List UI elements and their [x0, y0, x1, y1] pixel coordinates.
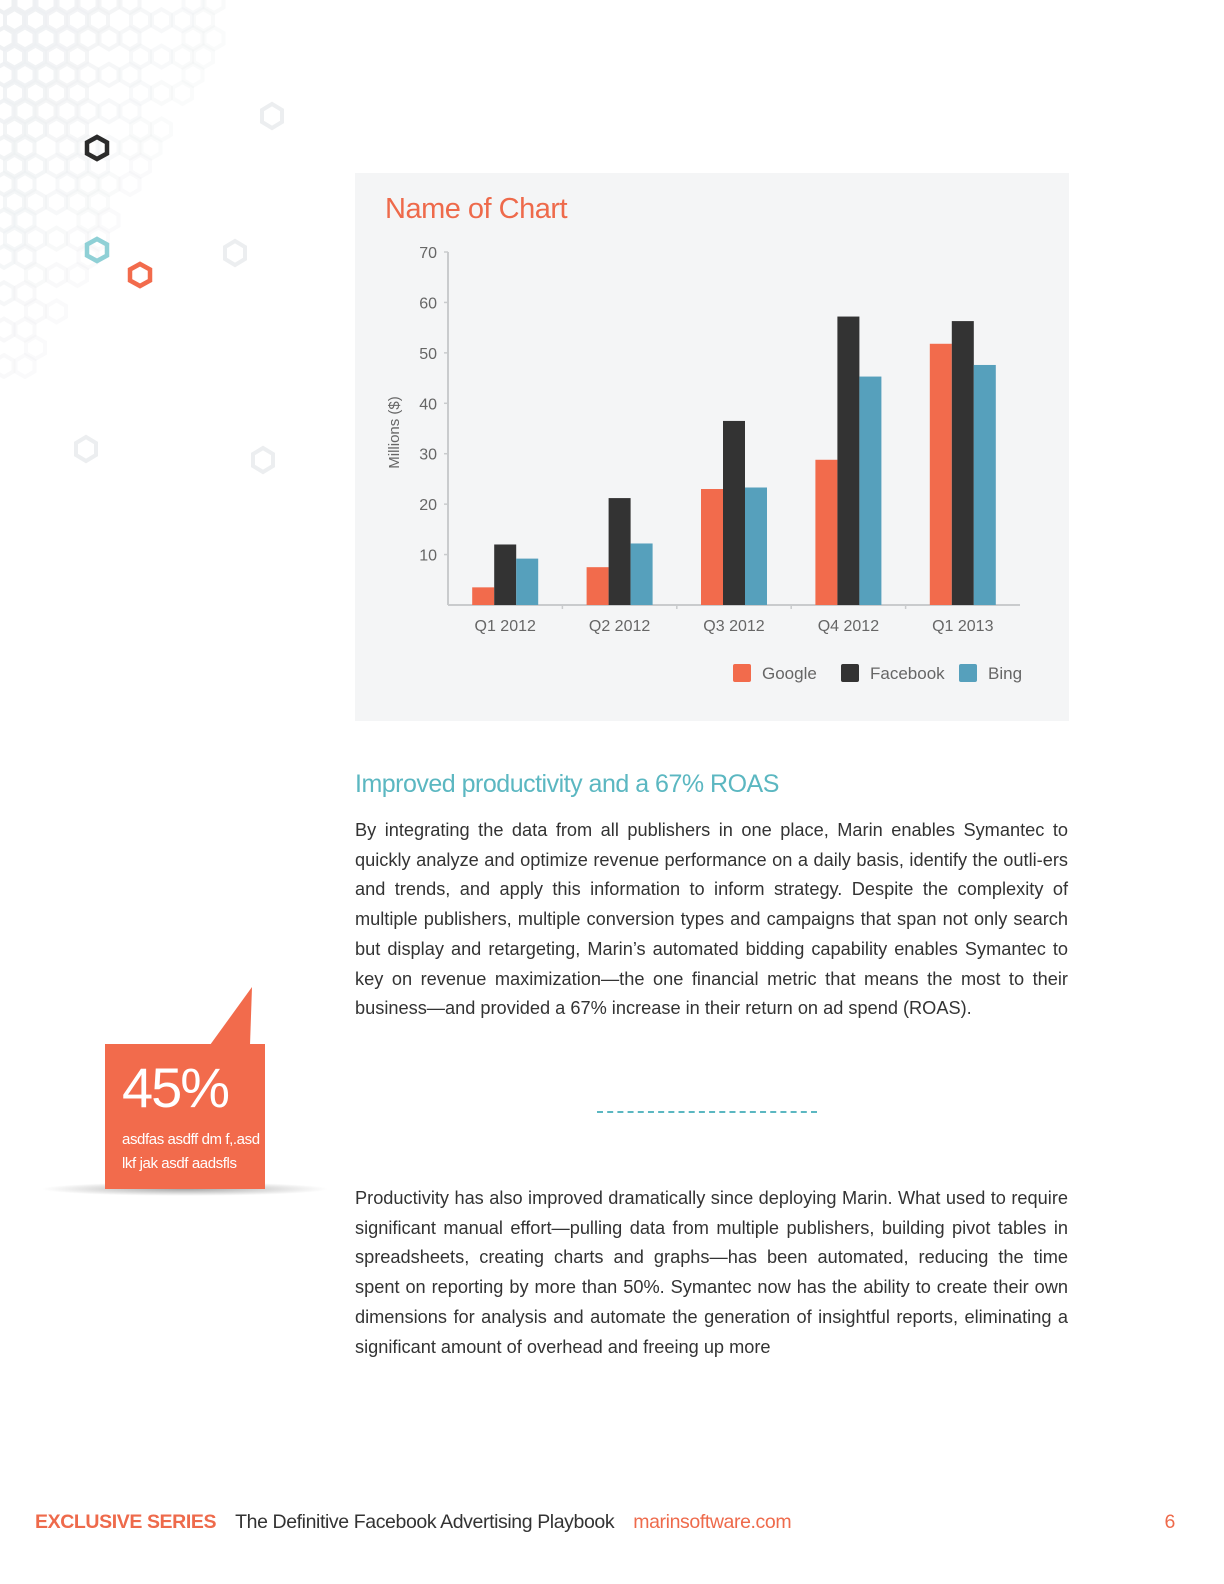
y-axis-label: Millions ($) [386, 396, 403, 469]
footer-url[interactable]: marinsoftware.com [633, 1511, 792, 1533]
bar-chart [355, 173, 1069, 721]
callout-tail [200, 987, 260, 1047]
bar-facebook [837, 317, 859, 605]
bar-google [815, 460, 837, 605]
pattern-hexagon [68, 264, 87, 286]
bar-bing [859, 377, 881, 605]
light-hexagon-icon [262, 104, 282, 128]
bar-google [472, 587, 494, 605]
bar-facebook [723, 421, 745, 605]
x-tick-label: Q4 2012 [817, 618, 880, 635]
y-tick-label: 30 [419, 446, 437, 464]
legend-label-facebook: Facebook [870, 664, 945, 683]
legend-swatch-google [733, 664, 751, 682]
bar-bing [745, 488, 767, 605]
bar-bing [974, 365, 996, 605]
y-tick-label: 60 [419, 295, 437, 313]
pattern-hexagon [47, 191, 66, 213]
pattern-hexagon [152, 46, 171, 68]
pattern-hexagon [152, 9, 171, 31]
y-tick-label: 10 [419, 547, 437, 565]
legend-swatch-bing [959, 664, 977, 682]
light-hexagon-icon [225, 241, 245, 265]
pattern-hexagon [0, 355, 14, 377]
pattern-hexagon [47, 264, 66, 286]
bar-google [930, 344, 952, 605]
pattern-hexagon [100, 64, 119, 86]
footer-title: The Definitive Facebook Advertising Playbook [235, 1511, 615, 1533]
y-tick-label: 70 [419, 245, 437, 262]
orange-hexagon-icon [130, 264, 150, 286]
legend-swatch-facebook [841, 664, 859, 682]
stat-callout [105, 1044, 265, 1189]
pattern-hexagon [100, 27, 119, 49]
body-paragraph-1: By integrating the data from all publishers in one place, Marin enables Symantec to quickly analyze and optimize revenue performance on a daily basis, identify the outli-ers and trends, and apply this information to inform strategy. Despite the complexity of multiple publishers, multiple conversion types and campaigns that span not only search but display and retargeting, Marin’s automated bidding capability enables Symantec to key on revenue maximization—the one financial metric that means the most to their business—and provided a 67% increase in their return on ad spend (ROAS). [355, 820, 1068, 1019]
callout-stat: 45% [122, 1056, 229, 1119]
callout-text: asdfas asdff dm f,.asd lkf jak asdf aadsfls [122, 1131, 260, 1172]
legend-label-bing: Bing [988, 664, 1023, 683]
bar-facebook [494, 544, 516, 605]
footer-series: EXCLUSIVE SERIES [35, 1511, 217, 1533]
light-hexagon-icon [253, 448, 273, 472]
chart-title: Name of Chart [385, 193, 568, 225]
legend-label-google: Google [762, 664, 817, 683]
y-tick-label: 20 [419, 497, 437, 515]
y-tick-label: 40 [419, 396, 437, 414]
pattern-hexagon [47, 300, 66, 322]
bar-facebook [952, 321, 974, 605]
bar-facebook [609, 498, 631, 605]
hexagon-pattern-icon [0, 0, 320, 500]
body-paragraph-2: Productivity has also improved dramatically since deploying Marin. What used to require significant manual effort—pulling data from multiple publishers, building pivot tables in spreadsheets, creating charts and graphs—has been automated, reducing the time spent on reporting by more than 50%. Symantec now has the ability to create their own dimensions for analysis and automate the generation of insightful reports, eliminating a significant amount of overhead and freeing up more [355, 1188, 1068, 1357]
pattern-hexagon [152, 82, 171, 104]
chart-panel [355, 173, 1069, 721]
pattern-hexagon [100, 100, 119, 122]
x-tick-label: Q1 2012 [474, 618, 536, 635]
y-tick-label: 50 [419, 345, 437, 363]
pattern-hexagon [173, 82, 192, 104]
pattern-hexagon [0, 319, 14, 341]
x-tick-label: Q1 2013 [932, 618, 994, 635]
bar-bing [631, 543, 653, 605]
page-number: 6 [1164, 1511, 1175, 1533]
bar-bing [516, 559, 538, 605]
x-tick-label: Q2 2012 [588, 618, 651, 635]
pattern-hexagon [121, 173, 140, 195]
footer [35, 1508, 1175, 1536]
section-heading: Improved productivity and a 67% ROAS [355, 770, 779, 798]
dashed-divider [597, 1111, 817, 1113]
light-hexagon-icon [76, 437, 96, 461]
x-tick-label: Q3 2012 [703, 618, 765, 635]
pattern-hexagon [0, 282, 14, 304]
pattern-hexagon [16, 355, 35, 377]
bar-google [587, 567, 609, 605]
pattern-hexagon [47, 228, 66, 250]
bar-google [701, 489, 723, 605]
pattern-hexagon [0, 246, 14, 268]
